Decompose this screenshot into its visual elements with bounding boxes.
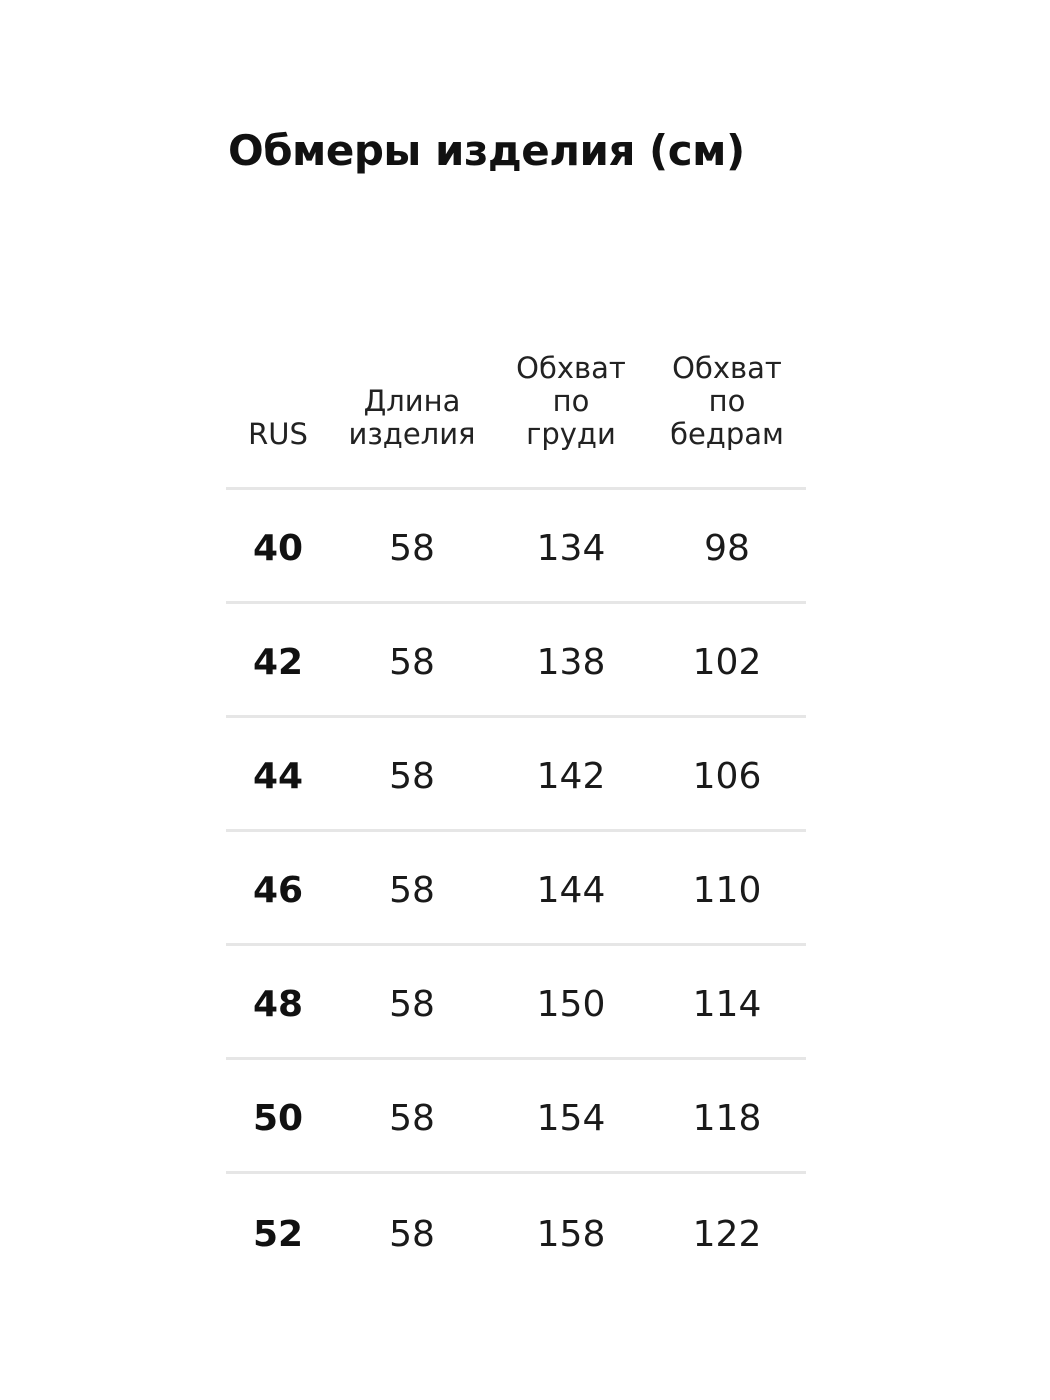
size-table <box>226 340 806 1288</box>
cell-hips: 106 <box>692 756 762 797</box>
table-row <box>226 946 806 1060</box>
cell-length: 58 <box>389 1213 435 1255</box>
cell-rus-size: 48 <box>252 984 304 1025</box>
cell-rus-size: 44 <box>252 756 304 797</box>
cell-length: 58 <box>389 1098 435 1139</box>
cell-length: 58 <box>389 756 435 797</box>
cell-length: 58 <box>389 528 435 569</box>
cell-hips: 114 <box>692 984 762 1025</box>
table-row <box>226 490 806 604</box>
table-row <box>226 1174 806 1288</box>
header-length: Длина изделия <box>348 384 476 451</box>
cell-hips: 102 <box>692 642 762 683</box>
header-rus: RUS <box>248 417 308 451</box>
cell-hips: 110 <box>692 870 762 911</box>
cell-chest: 138 <box>536 642 606 683</box>
table-row <box>226 718 806 832</box>
header-chest: Обхват по груди <box>516 351 626 451</box>
table-row <box>226 832 806 946</box>
cell-chest: 150 <box>536 984 606 1025</box>
cell-chest: 158 <box>536 1213 606 1255</box>
cell-length: 58 <box>389 642 435 683</box>
cell-chest: 142 <box>536 756 606 797</box>
cell-chest: 154 <box>536 1098 606 1139</box>
cell-chest: 144 <box>536 870 606 911</box>
cell-rus-size: 46 <box>252 870 304 911</box>
table-row <box>226 1060 806 1174</box>
cell-rus-size: 52 <box>252 1213 304 1255</box>
cell-rus-size: 40 <box>252 528 304 569</box>
cell-hips: 122 <box>692 1213 762 1255</box>
cell-chest: 134 <box>536 528 606 569</box>
cell-length: 58 <box>389 984 435 1025</box>
cell-hips: 118 <box>692 1098 762 1139</box>
cell-hips: 98 <box>704 528 750 569</box>
cell-rus-size: 50 <box>252 1098 304 1139</box>
header-hips: Обхват по бедрам <box>670 351 784 451</box>
page-title: Обмеры изделия (см) <box>228 126 745 175</box>
cell-length: 58 <box>389 870 435 911</box>
table-header <box>226 340 806 490</box>
cell-rus-size: 42 <box>252 642 304 683</box>
table-row <box>226 604 806 718</box>
